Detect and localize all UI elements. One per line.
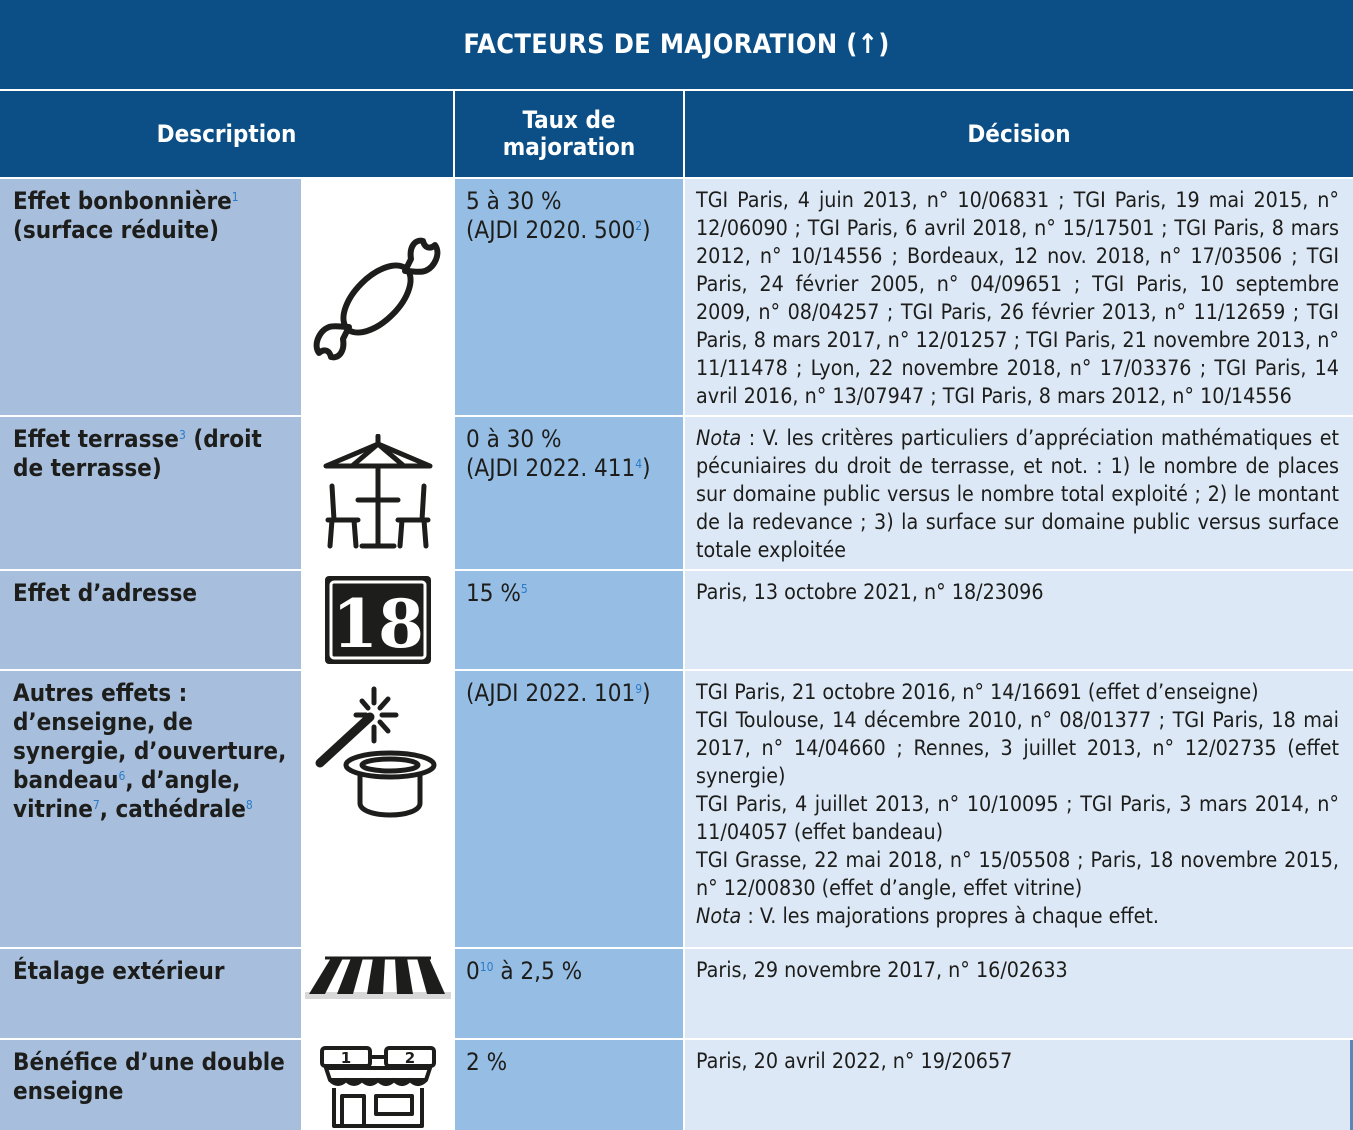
row-decision: Paris, 20 avril 2022, n° 19/20657: [685, 1040, 1353, 1130]
row-rate: $0^{10}$ à 2,5 %: [455, 949, 683, 1038]
double-sign-shop-icon: [302, 1040, 453, 1130]
svg-text:2: 2: [404, 1049, 415, 1067]
row-decision: Paris, 29 novembre 2017, n° 16/02633: [685, 949, 1353, 1038]
header-decision: Décision: [685, 91, 1353, 177]
row-decision: Nota : V. les critères particuliers d’appréciation mathématiques et pécuniaires du droit de terrasse, et not. : 1) le nombre de places sur domaine public versus le nombre total exploité ; 2) le montant de la redevance ; 3) la surface sur domaine public versus surface totale exploitée: [685, 417, 1353, 569]
candy-icon: [302, 179, 453, 415]
row-description: Autres effets : d’enseigne, de synergie, d’ouverture, bandeau$^6$, d’angle, vitrine$^7$, cathédrale$^8$: [0, 671, 301, 947]
row-description: Bénéfice d’une double enseigne: [0, 1040, 301, 1130]
row-rate: (AJDI 2022. $101^9$): [455, 671, 683, 947]
row-rate: 0 à 30 % (AJDI 2022. $411^4$): [455, 417, 683, 569]
address-plate-icon: [302, 571, 453, 669]
terrace-icon: [302, 417, 453, 569]
table-title: FACTEURS DE MAJORATION (↑): [0, 0, 1353, 89]
magic-hat-icon: [302, 671, 453, 947]
address-number: 18: [331, 585, 424, 663]
row-decision: TGI Paris, 21 octobre 2016, n° 14/16691 (effet d’enseigne) TGI Toulouse, 14 décembre 2010, n° 08/01377 ; TGI Paris, 18 mai 2017, n° 14/04660 ; Rennes, 3 juillet 2013, n° 12/02735 (effet synergie) TGI Paris, 4 juillet 2013, n° 10/10095 ; TGI Paris, 3 mars 2014, n° 11/04057 (effet bandeau) TGI Grasse, 22 mai 2018, n° 15/05508 ; Paris, 18 novembre 2015, n° 12/00830 (effet d’angle, effet vitrine) Nota : V. les majorations propres à chaque effet.: [685, 671, 1353, 947]
awning-icon: [302, 949, 453, 1038]
row-decision: Paris, 13 octobre 2021, n° 18/23096: [685, 571, 1353, 669]
header-description: Description: [0, 91, 453, 177]
header-rate: Taux de majoration: [455, 91, 683, 177]
svg-text:1: 1: [340, 1049, 351, 1067]
row-description: Étalage extérieur: [0, 949, 301, 1038]
row-description: Effet terrasse$^3$ (droit de terrasse): [0, 417, 301, 569]
row-rate: 15 %$^5$: [455, 571, 683, 669]
row-decision: TGI Paris, 4 juin 2013, n° 10/06831 ; TGI Paris, 19 mai 2015, n° 12/06090 ; TGI Paris, 6 avril 2018, n° 15/17501 ; TGI Paris, 8 mars 2012, n° 10/14556 ; Bordeaux, 12 nov. 2018, n° 17/03506 ; TGI Paris, 24 février 2005, n° 04/09651 ; TGI Paris, 10 septembre 2009, n° 08/04257 ; TGI Paris, 26 février 2013, n° 11/12659 ; TGI Paris, 8 mars 2017, n° 12/01257 ; TGI Paris, 21 novembre 2013, n° 11/11478 ; Lyon, 22 novembre 2018, n° 17/03376 ; TGI Paris, 14 avril 2016, n° 13/07947 ; TGI Paris, 8 mars 2012, n° 10/14556: [685, 179, 1353, 415]
row-description: Effet bonbonnière$^1$ (surface réduite): [0, 179, 301, 415]
row-rate: 2 %: [455, 1040, 683, 1130]
row-rate: 5 à 30 % (AJDI 2020. $500^2$): [455, 179, 683, 415]
row-description: Effet d’adresse: [0, 571, 301, 669]
